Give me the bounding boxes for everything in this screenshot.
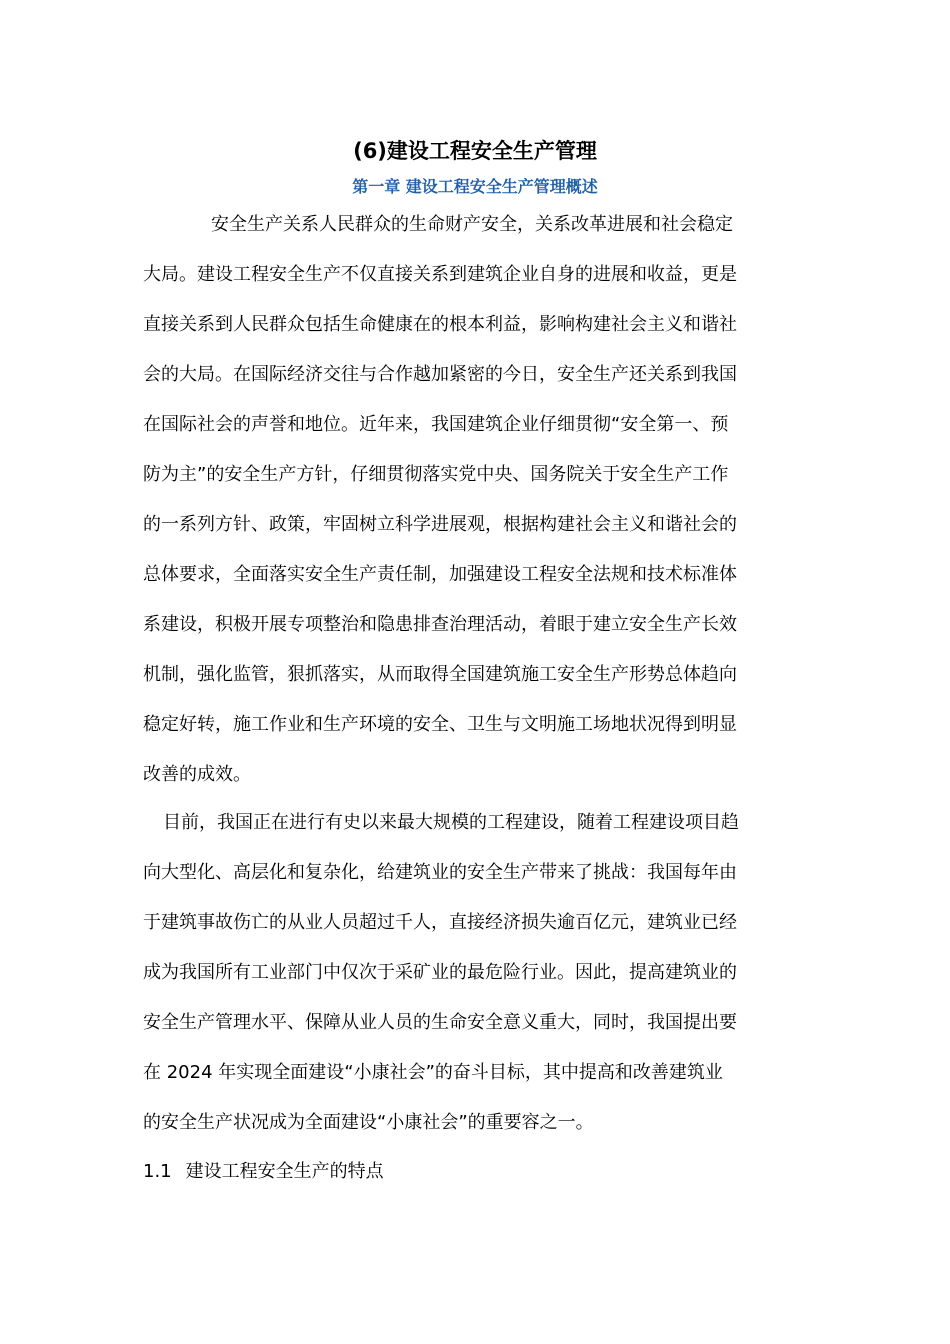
- paragraph-line: 机制，强化监管，狠抓落实，从而取得全国建筑施工安全生产形势总体趋向: [143, 664, 737, 685]
- paragraph-line: 稳定好转，施工作业和生产环境的安全、卫生与文明施工场地状况得到明显: [143, 714, 737, 735]
- paragraph-current-situation: [143, 798, 807, 1148]
- chapter-title: 第一章 建设工程安全生产管理概述: [352, 177, 598, 196]
- paragraph-line: 在 2024 年实现全面建设“小康社会”的奋斗目标，其中提高和改善建筑业: [143, 1062, 723, 1083]
- paragraph-line: 在国际社会的声誉和地位。近年来，我国建筑企业仔细贯彻“安全第一、预: [143, 414, 729, 435]
- paragraph-line: 目前，我国正在进行有史以来最大规模的工程建设，随着工程建设项目趋: [163, 812, 739, 833]
- section-title: 建设工程安全生产的特点: [185, 1161, 384, 1182]
- paragraph-line: 改善的成效。: [143, 764, 251, 785]
- paragraph-line: 的安全生产状况成为全面建设“小康社会”的重要容之一。: [143, 1112, 594, 1133]
- paragraph-line: 总体要求，全面落实安全生产责任制，加强建设工程安全法规和技术标准体: [143, 564, 737, 585]
- paragraph-line: 成为我国所有工业部门中仅次于采矿业的最危险行业。因此，提高建筑业的: [143, 962, 737, 983]
- paragraph-line: 向大型化、高层化和复杂化，给建筑业的安全生产带来了挑战：我国每年由: [143, 862, 737, 883]
- paragraph-line: 的一系列方针、政策，牢固树立科学进展观，根据构建社会主义和谐社会的: [143, 514, 737, 535]
- section-number: 1.1: [143, 1161, 172, 1182]
- document-title: (6)建设工程安全生产管理: [353, 139, 597, 163]
- paragraph-line: 直接关系到人民群众包括生命健康在的根本利益，影响构建社会主义和谐社: [143, 314, 737, 335]
- paragraph-line: 安全生产管理水平、保障从业人员的生命安全意义重大，同时，我国提出要: [143, 1012, 737, 1033]
- paragraph-line: 会的大局。在国际经济交往与合作越加紧密的今日，安全生产还关系到我国: [143, 364, 737, 385]
- paragraph-intro: [143, 200, 807, 800]
- paragraph-line: 系建设，积极开展专项整治和隐患排查治理活动，着眼于建立安全生产长效: [143, 614, 737, 635]
- paragraph-line: 于建筑事故伤亡的从业人员超过千人，直接经济损失逾百亿元，建筑业已经: [143, 912, 737, 933]
- paragraph-line: 防为主”的安全生产方针，仔细贯彻落实党中央、国务院关于安全生产工作: [143, 464, 729, 485]
- paragraph-line: 安全生产关系人民群众的生命财产安全，关系改革进展和社会稳定: [211, 214, 733, 235]
- section-heading: [143, 1147, 384, 1197]
- paragraph-line: 大局。建设工程安全生产不仅直接关系到建筑企业自身的进展和收益，更是: [143, 264, 737, 285]
